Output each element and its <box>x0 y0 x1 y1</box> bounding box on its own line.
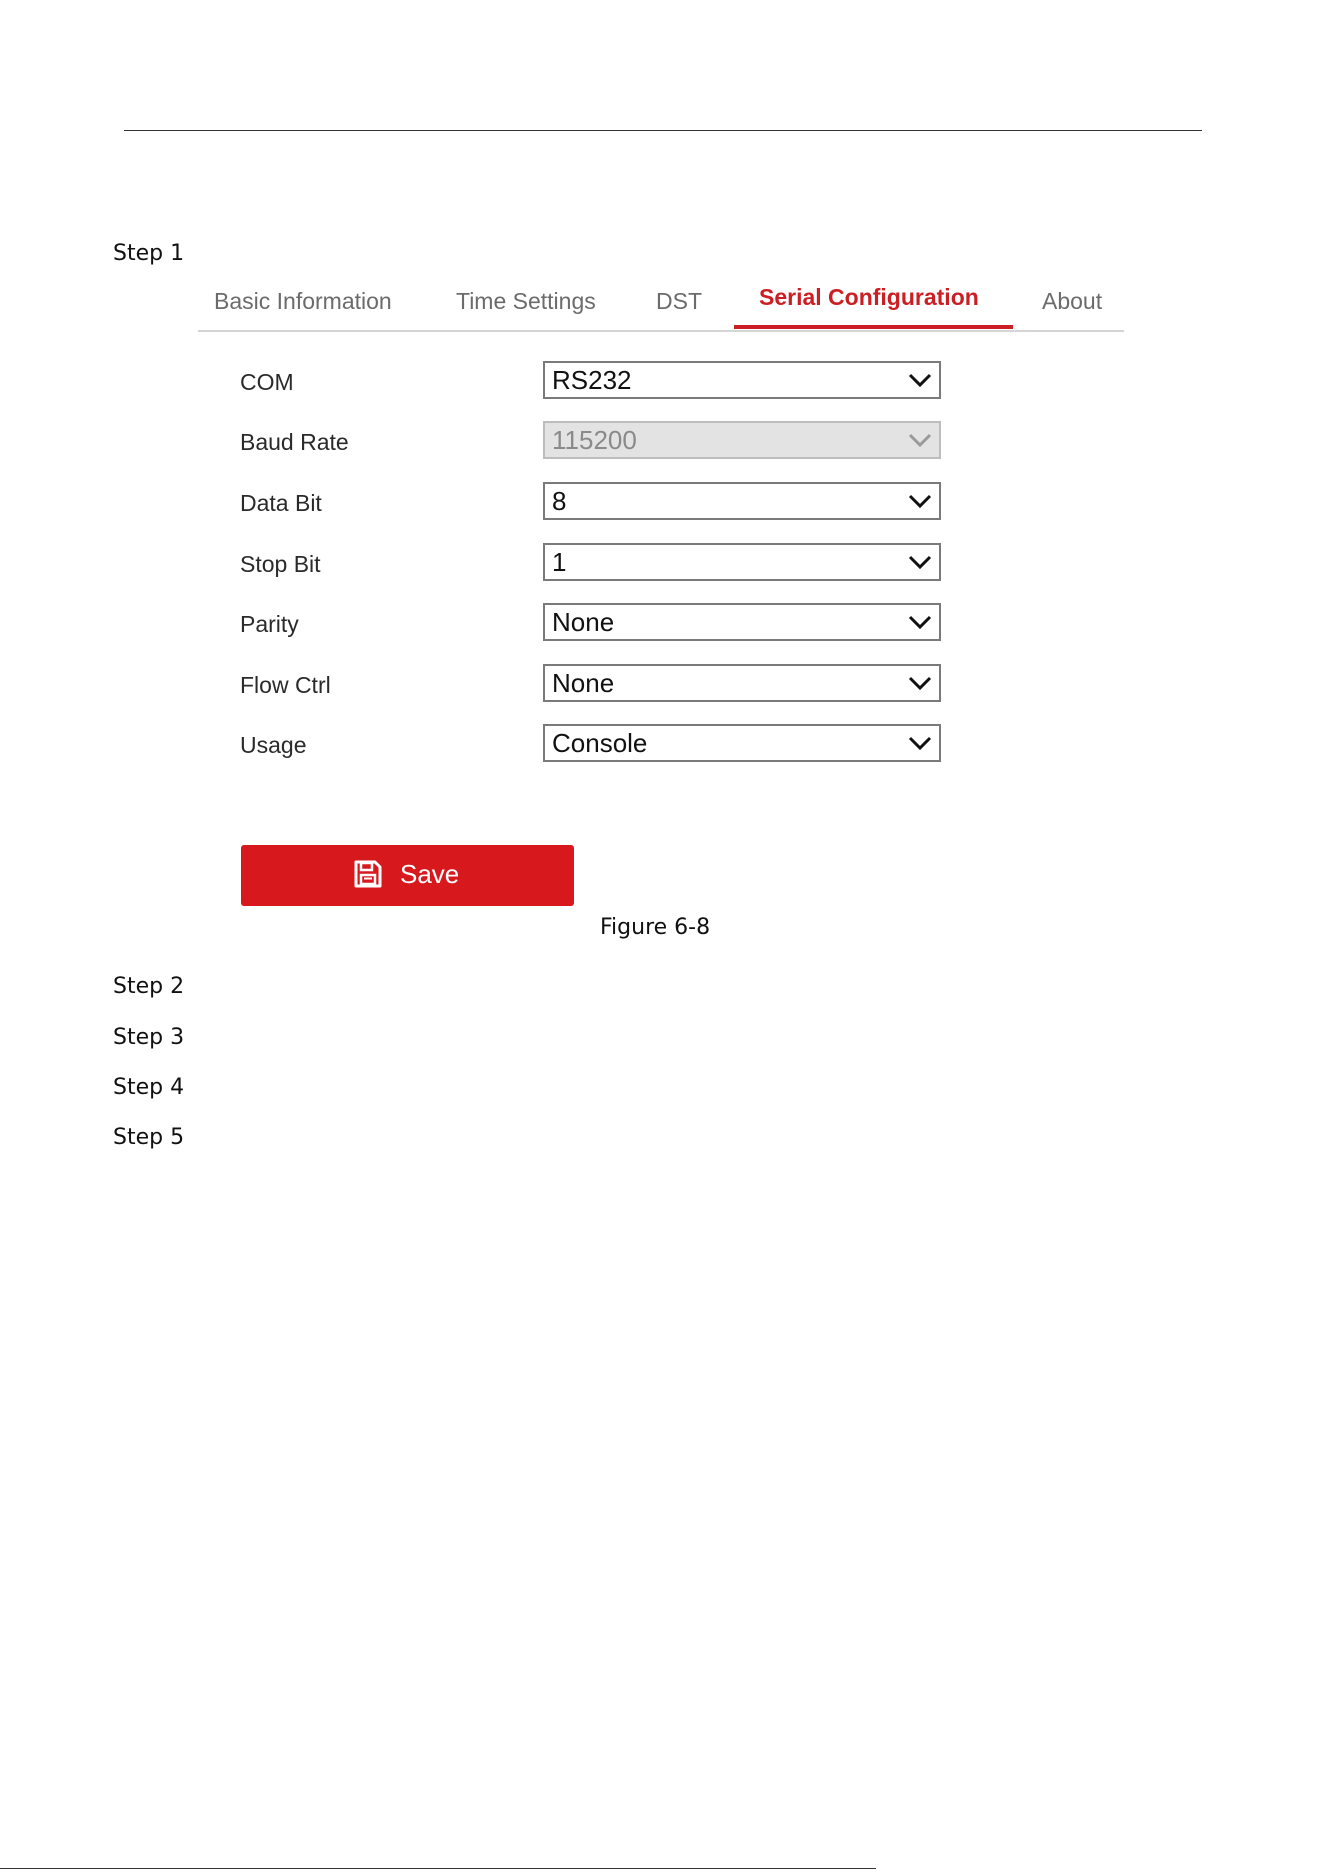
form-row-com <box>240 361 945 401</box>
baud-rate-label: Baud Rate <box>240 429 349 455</box>
chevron-down-icon <box>907 491 933 511</box>
data-bit-label: Data Bit <box>240 490 322 516</box>
save-button[interactable] <box>241 845 574 906</box>
step-4-label: Step 4 <box>113 1075 185 1100</box>
parity-value: None <box>552 607 615 637</box>
tab-time-settings[interactable]: Time Settings <box>456 288 596 314</box>
baud-rate-select <box>543 421 941 459</box>
usage-select[interactable] <box>543 724 941 762</box>
com-label: COM <box>240 369 294 395</box>
flow-ctrl-value: None <box>552 668 615 698</box>
stop-bit-select[interactable] <box>543 543 941 581</box>
form-row-parity <box>240 603 945 643</box>
step-5-label: Step 5 <box>113 1125 185 1150</box>
settings-tabs <box>198 280 1124 332</box>
step-3-label: Step 3 <box>113 1025 185 1050</box>
chevron-down-icon <box>907 370 933 390</box>
tab-dst[interactable]: DST <box>656 288 702 314</box>
data-bit-value: 8 <box>552 486 567 516</box>
parity-select[interactable] <box>543 603 941 641</box>
chevron-down-icon <box>907 733 933 753</box>
com-value: RS232 <box>552 365 632 395</box>
flow-ctrl-select[interactable] <box>543 664 941 702</box>
form-row-data-bit <box>240 482 945 522</box>
step-2-label: Step 2 <box>113 974 185 999</box>
usage-value: Console <box>552 728 648 758</box>
save-icon <box>353 859 383 889</box>
save-button-label: Save <box>400 859 460 889</box>
tab-serial-configuration[interactable]: Serial Configuration <box>759 284 979 310</box>
baud-rate-value: 115200 <box>552 425 637 455</box>
footer-rule <box>0 1868 876 1869</box>
form-row-baud-rate <box>240 421 945 461</box>
tab-about[interactable]: About <box>1042 288 1103 314</box>
chevron-down-icon <box>907 673 933 693</box>
form-row-usage <box>240 724 945 764</box>
usage-label: Usage <box>240 732 307 758</box>
tab-basic-information[interactable]: Basic Information <box>214 288 392 314</box>
form-row-flow-ctrl <box>240 664 945 704</box>
stop-bit-value: 1 <box>552 547 567 577</box>
step-1-label: Step 1 <box>113 241 185 266</box>
flow-ctrl-label: Flow Ctrl <box>240 672 331 698</box>
active-tab-indicator <box>734 325 1013 329</box>
stop-bit-label: Stop Bit <box>240 551 321 577</box>
com-select[interactable] <box>543 361 941 399</box>
chevron-down-icon <box>907 430 933 450</box>
parity-label: Parity <box>240 611 299 637</box>
form-row-stop-bit <box>240 543 945 583</box>
chevron-down-icon <box>907 552 933 572</box>
chevron-down-icon <box>907 612 933 632</box>
data-bit-select[interactable] <box>543 482 941 520</box>
figure-caption: Figure 6-8 <box>600 915 711 940</box>
header-rule <box>124 130 1202 131</box>
